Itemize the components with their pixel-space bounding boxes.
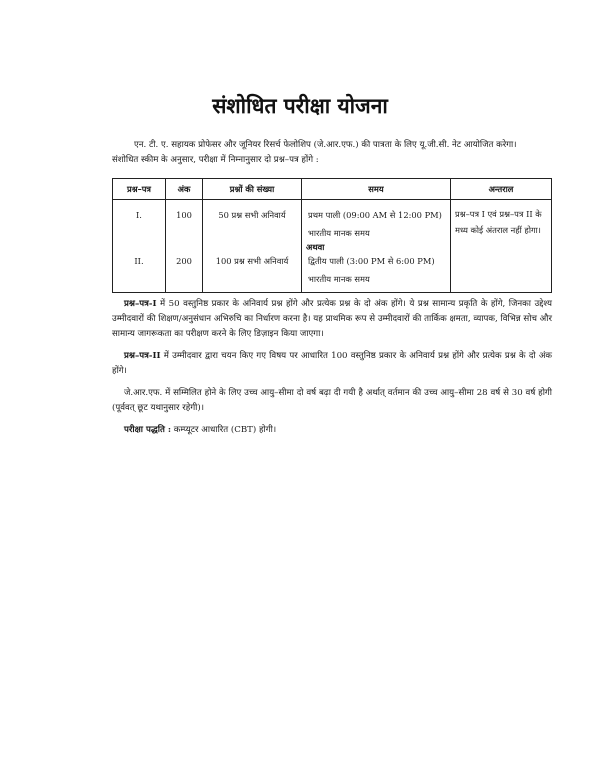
paper-number: II. xyxy=(134,256,144,266)
standard-time-label: भारतीय मानक समय xyxy=(308,274,370,284)
interval-text: प्रश्न–पत्र I एवं प्रश्न–पत्र II के मध्य कोई अंतराल नहीं होगा। xyxy=(455,209,542,235)
header-question-count: प्रश्नों की संख्या xyxy=(203,179,302,200)
paper-one-paragraph xyxy=(112,297,552,342)
paper-one-label: प्रश्न–पत्र-I xyxy=(124,299,157,309)
paper-two-paragraph xyxy=(112,349,552,379)
shift-one-time: प्रथम पाली (09:00 AM से 12:00 PM) xyxy=(308,210,442,220)
exam-mode-paragraph xyxy=(112,423,552,438)
paper-number: I. xyxy=(136,210,142,220)
marks-cell xyxy=(166,200,203,293)
intro-line: एन. टी. ए. सहायक प्रोफेसर और जूनियर रिसर्च फेलोशिप (जे.आर.एफ.) की पात्रता के लिए यू.जी.सी. नेट आयोजित करेगा। xyxy=(134,140,517,150)
shift-two-time: द्वितीय पाली (3:00 PM से 6:00 PM) xyxy=(308,256,435,266)
header-time: समय xyxy=(302,179,451,200)
body-text xyxy=(112,297,552,445)
paper-cell xyxy=(113,200,166,293)
document-title: संशोधित परीक्षा योजना xyxy=(212,94,388,118)
or-label: अथवा xyxy=(306,242,325,252)
header-interval: अन्तराल xyxy=(451,179,552,200)
marks-value: 100 xyxy=(176,210,192,220)
table-row xyxy=(113,200,552,293)
paper-two-text: में उम्मीदवार द्वारा चयन किए गए विषय पर आधारित 100 वस्तुनिष्ठ प्रकार के अनिवार्य प्रश्न होंगे और प्रत्येक प्रश्न के दो अंक होंगे। xyxy=(112,351,552,376)
header-paper: प्रश्न–पत्र xyxy=(113,179,166,200)
exam-scheme-table xyxy=(112,178,552,293)
header-marks: अंक xyxy=(166,179,203,200)
paper-two-label: प्रश्न–पत्र-II xyxy=(124,351,161,361)
paper-one-text: में 50 वस्तुनिष्ठ प्रकार के अनिवार्य प्रश्न होंगे और प्रत्येक प्रश्न के दो अंक होंगे। ये प्रश्न सामान्य प्रकृति के होंगे, जिनका उद्देश्य उम्मीदवारों की शिक्षण/अनुसंधान अभिरुचि का निर्धारण करना है। यह प्राथमिक रूप से उम्मीदवारों की तार्किक क्षमता, व्यापक, विभिन्न सोच और सामान्य जागरूकता का परीक्षण करने के लिए डिज़ाइन किया जाएगा। xyxy=(112,299,552,339)
time-cell xyxy=(302,200,451,293)
table-header-row xyxy=(113,179,552,200)
interval-cell xyxy=(451,200,552,293)
exam-mode-text: कम्प्यूटर आधारित (CBT) होगी। xyxy=(171,425,277,435)
question-count-value: 50 प्रश्न सभी अनिवार्य xyxy=(218,210,286,220)
exam-mode-label: परीक्षा पद्धति : xyxy=(124,425,172,435)
intro-line: संशोधित स्कीम के अनुसार, परीक्षा में निम्नानुसार दो प्रश्न–पत्र होंगे : xyxy=(112,155,319,165)
standard-time-label: भारतीय मानक समय xyxy=(308,228,370,238)
marks-value: 200 xyxy=(176,256,192,266)
question-count-cell xyxy=(203,200,302,293)
intro-paragraph xyxy=(112,138,552,168)
question-count-value: 100 प्रश्न सभी अनिवार्य xyxy=(215,256,289,266)
age-limit-paragraph: जे.आर.एफ. में सम्मिलित होने के लिए उच्च आयु–सीमा दो वर्ष बढ़ा दी गयी है अर्थात् वर्तमान की उच्च आयु–सीमा 28 वर्ष से 30 वर्ष होगी (पूर्ववत् छूट यथानुसार रहेगी)। xyxy=(112,388,552,413)
